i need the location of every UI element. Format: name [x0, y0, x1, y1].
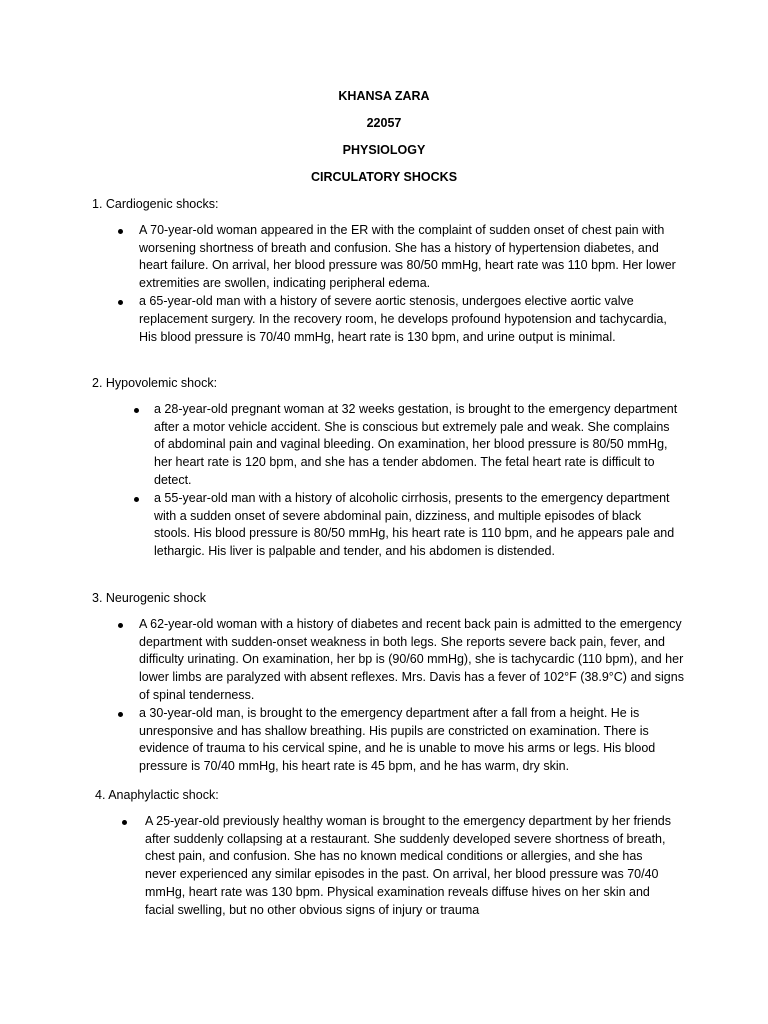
author-name: KHANSA ZARA — [338, 89, 430, 103]
bullet-icon — [134, 497, 139, 502]
case-list — [95, 813, 695, 920]
bullet-icon — [118, 229, 123, 234]
section-title: 3. Neurogenic shock — [92, 591, 206, 605]
subject-title: PHYSIOLOGY — [342, 143, 426, 157]
bullet-icon — [122, 820, 127, 825]
case-list — [92, 401, 692, 561]
list-item — [92, 401, 679, 490]
bullet-icon — [118, 623, 123, 628]
section-anaphylactic — [95, 787, 695, 920]
list-item — [95, 813, 675, 920]
list-item — [92, 222, 684, 293]
case-list — [92, 222, 692, 347]
section-title: 4. Anaphylactic shock: — [95, 788, 219, 802]
topic-title: CIRCULATORY SHOCKS — [310, 170, 458, 184]
case-text: a 30-year-old man, is brought to the emergency department after a fall from a height. He is unresponsive and has shallow breathing. His pupils are constricted on examination. There is evidence of trauma to his cervical spine, and he is unable to move his arms or legs. His blood pressure is 70/40 mmHg, his heart rate is 45 bpm, and he has warm, dry skin. — [139, 705, 656, 774]
list-item — [92, 616, 684, 705]
bullet-icon — [118, 712, 123, 717]
list-item — [92, 293, 684, 346]
case-text: a 65-year-old man with a history of severe aortic stenosis, undergoes elective aortic valve replacement surgery. In the recovery room, he develops profound hypotension and tachycardia, His blood pressure is 70/40 mmHg, heart rate is 130 bpm, and urine output is minimal. — [139, 293, 667, 344]
section-hypovolemic — [92, 375, 692, 561]
section-title: 2. Hypovolemic shock: — [92, 376, 218, 390]
case-list — [92, 616, 692, 776]
bullet-icon — [134, 408, 139, 413]
case-text: a 55-year-old man with a history of alcoholic cirrhosis, presents to the emergency department with a sudden onset of severe abdominal pain, dizziness, and multiple episodes of black stools. His blood pressure is 80/50 mmHg, his heart rate is 110 bpm, and he appears pale and lethargic. His liver is palpable and tender, and his abdomen is distended. — [154, 490, 675, 559]
case-text: A 25-year-old previously healthy woman is brought to the emergency department by her friends after suddenly collapsing at a restaurant. She suddenly developed severe shortness of breath, chest pain, and confusion. She has no known medical conditions or allergies, and she has never experienced any similar episodes in the past. On arrival, her blood pressure was 70/40 mmHg, heart rate was 130 bpm. Physical examination reveals diffuse hives on her skin and facial swelling, but no other obvious signs of injury or trauma — [145, 813, 671, 917]
section-neurogenic — [92, 590, 692, 776]
case-text: A 62-year-old woman with a history of diabetes and recent back pain is admitted to the emergency department with sudden-onset weakness in both legs. She reports severe back pain, fever, and difficulty urinating. On examination, her bp is (90/60 mmHg), she is tachycardic (110 bpm), and her lower limbs are paralyzed with absent reflexes. Mrs. Davis has a fever of 102°F (38.9°C) and signs of spinal tenderness. — [139, 616, 684, 702]
student-id: 22057 — [366, 116, 402, 130]
list-item — [92, 490, 679, 561]
bullet-icon — [118, 300, 123, 305]
document-header — [0, 88, 768, 196]
list-item — [92, 705, 684, 776]
section-title: 1. Cardiogenic shocks: — [92, 197, 219, 211]
case-text: A 70-year-old woman appeared in the ER with the complaint of sudden onset of chest pain with worsening shortness of breath and confusion. She has a history of hypertension diabetes, and heart failure. On arrival, her blood pressure was 80/50 mmHg, heart rate was 110 bpm. Her lower extremities are swollen, indicating peripheral edema. — [139, 222, 676, 291]
section-cardiogenic — [92, 196, 692, 346]
case-text: a 28-year-old pregnant woman at 32 weeks gestation, is brought to the emergency department after a motor vehicle accident. She is conscious but extremely pale and weak. She complains of abdominal pain and vaginal bleeding. On examination, her blood pressure is 80/50 mmHg, her heart rate is 120 bpm, and she has a tender abdomen. The fetal heart rate is difficult to detect. — [154, 401, 678, 487]
